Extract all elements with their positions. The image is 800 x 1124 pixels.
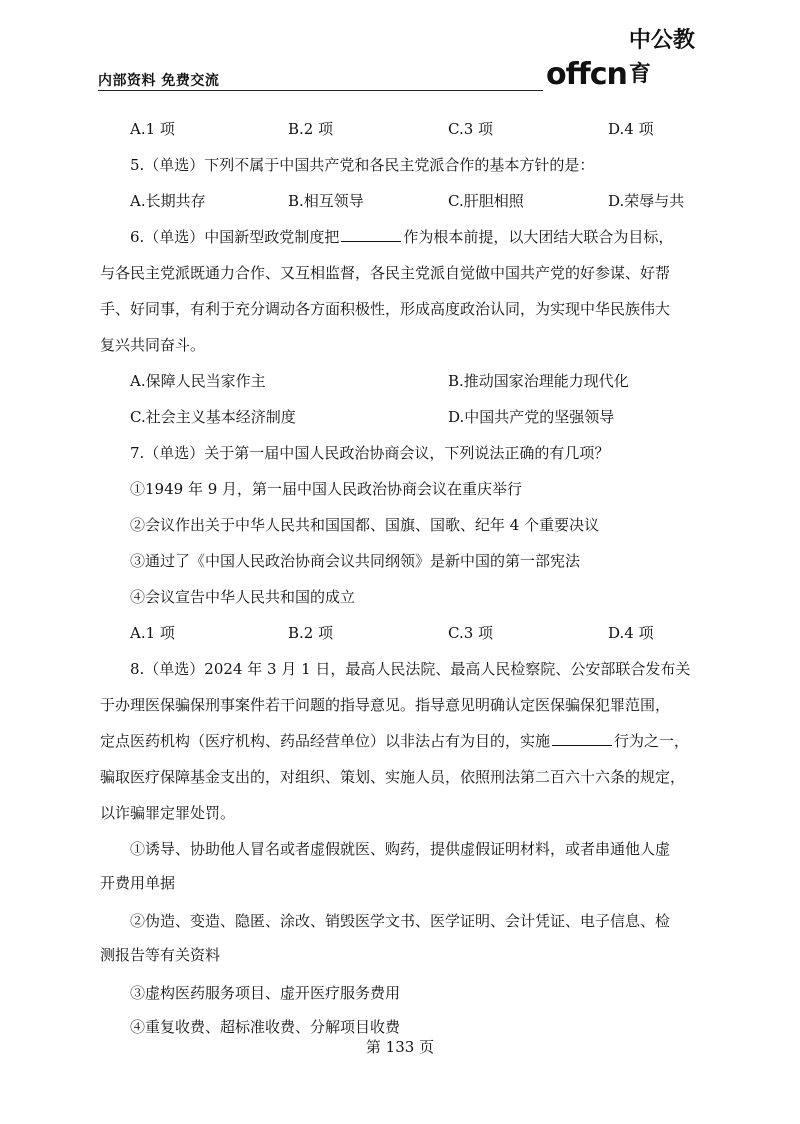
logo-text-cn: 中公教育: [628, 28, 695, 87]
q4-option-b: B.2 项: [288, 120, 334, 138]
q6-option-b: B.推动国家治理能力现代化: [448, 372, 629, 390]
q8-stem-line4: 骗取医疗保障基金支出的，对组织、策划、实施人员，依照刑法第二百六十六条的规定，: [100, 768, 686, 786]
q7-option-b: B.2 项: [288, 624, 334, 642]
q6-stem-line1: [130, 226, 690, 262]
header-label: 内部资料 免费交流: [98, 73, 220, 89]
page-number: 第 133 页: [365, 1038, 435, 1056]
q4-option-d: D.4 项: [608, 120, 654, 138]
q8-item-2-line2: 测报告等有关资料: [100, 946, 221, 964]
page-content: [100, 118, 691, 1050]
q6-option-a: A.保障人民当家作主: [130, 372, 266, 390]
q8-item-1-line1: ①诱导、协助他人冒名或者虚假就医、购药，提供虚假证明材料，或者串通他人虚: [130, 840, 671, 858]
q6-option-d: D.中国共产党的坚强领导: [448, 408, 615, 426]
q5-option-c: C.肝胆相照: [448, 192, 524, 210]
q6-stem-line3: 手、好同事，有利于充分调动各方面积极性，形成高度政治认同，为实现中华民族伟大: [100, 300, 671, 318]
page-header: [98, 28, 708, 92]
q8-item-1-line2: 开费用单据: [100, 874, 176, 892]
q8-stem-line1: 8.（单选）2024 年 3 月 1 日，最高人民法院、最高人民检察院、公安部联合发布关: [130, 660, 691, 678]
q6-stem-part-b: 作为根本前提，以大团结大联合为目标，: [403, 228, 674, 246]
q6-stem-line2: 与各民主党派既通力合作、又互相监督，各民主党派自觉做中国共产党的好参谋、好帮: [100, 264, 671, 282]
q7-statement-1: ①1949 年 9 月，第一届中国人民政治协商会议在重庆举行: [130, 480, 523, 498]
q8-stem-line5: 以诈骗罪定罪处罚。: [100, 804, 236, 822]
q4-options: [130, 118, 690, 154]
q7-statement-3: ③通过了《中国人民政治协商会议共同纲领》是新中国的第一部宪法: [130, 552, 581, 570]
q6-stem-part-a: 6.（单选）中国新型政党制度把: [130, 228, 340, 246]
q6-stem-line4: 复兴共同奋斗。: [100, 336, 206, 354]
q8-item-3: ③虚构医药服务项目、虚开医疗服务费用: [130, 984, 401, 1002]
q7-stem: 7.（单选）关于第一届中国人民政治协商会议，下列说法正确的有几项？: [130, 444, 610, 462]
q5-stem: 5.（单选）下列不属于中国共产党和各民主党派合作的基本方针的是：: [130, 156, 595, 174]
q8-item-2-line1: ②伪造、变造、隐匿、涂改、销毁医学文书、医学证明、会计凭证、电子信息、检: [130, 912, 671, 930]
offcn-logo: [546, 28, 708, 92]
q7-statement-4: ④会议宣告中华人民共和国的成立: [130, 588, 356, 606]
header-rule: [98, 90, 543, 91]
q5-options: [130, 190, 690, 226]
q6-options-row2: [130, 406, 690, 442]
q6-options-row1: [130, 370, 690, 406]
q4-option-c: C.3 项: [448, 120, 494, 138]
logo-text-en: offcn: [546, 57, 627, 92]
q8-stem-line2: 于办理医保骗保刑事案件若干问题的指导意见。指导意见明确认定医保骗保犯罪范围，: [100, 696, 671, 714]
q7-option-c: C.3 项: [448, 624, 494, 642]
q5-option-b: B.相互领导: [288, 192, 364, 210]
q5-option-a: A.长期共存: [130, 192, 206, 210]
q4-option-a: A.1 项: [130, 120, 175, 138]
q5-option-d: D.荣辱与共: [608, 192, 685, 210]
q8-answer-blank: [552, 731, 612, 746]
q8-stem-line3: [100, 730, 690, 766]
q8-stem-part-a: 定点医药机构（医疗机构、药品经营单位）以非法占有为目的，实施: [100, 732, 551, 750]
q7-option-a: A.1 项: [130, 624, 175, 642]
q7-options: [130, 622, 690, 658]
q6-option-c: C.社会主义基本经济制度: [130, 408, 296, 426]
q7-statement-2: ②会议作出关于中华人民共和国国都、国旗、国歌、纪年 4 个重要决议: [130, 516, 600, 534]
q6-answer-blank: [341, 227, 401, 242]
q8-stem-part-b: 行为之一，: [614, 732, 690, 750]
q8-item-4: ④重复收费、超标准收费、分解项目收费: [130, 1018, 401, 1036]
q7-option-d: D.4 项: [608, 624, 654, 642]
